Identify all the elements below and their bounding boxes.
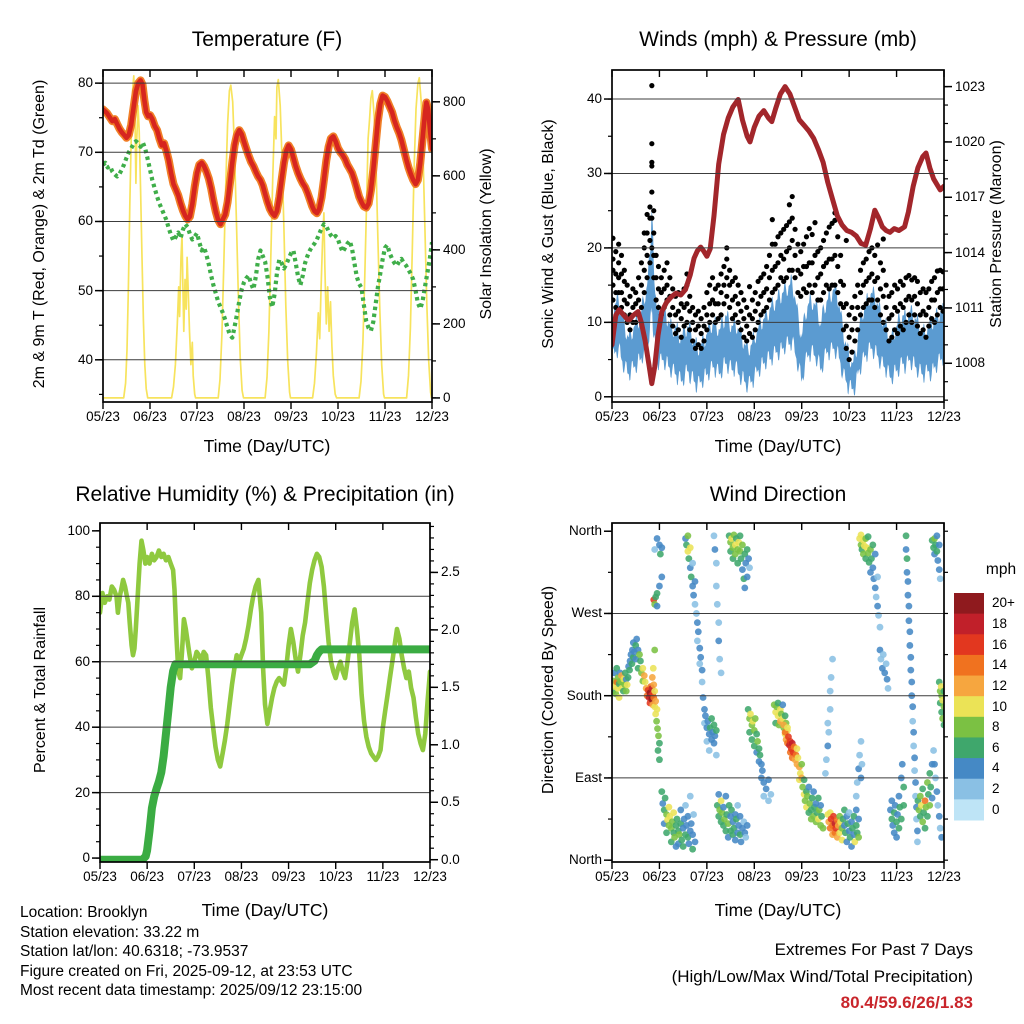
figure-created-line: Figure created on Fri, 2025-09-12, at 23:53 UTC — [20, 962, 353, 980]
y-tick-label: 40 — [77, 351, 93, 367]
x-tick-label: 10/23 — [832, 869, 867, 884]
location-line: Location: Brooklyn — [20, 904, 148, 921]
y-tick-label: West — [571, 605, 602, 621]
legend-speed-label: 16 — [992, 636, 1008, 652]
station-pressure-axis-label: Station Pressure (Maroon) — [988, 140, 1005, 328]
data-timestamp-line: Most recent data timestamp: 2025/09/12 23:15:00 — [20, 982, 363, 1000]
x-tick-label: 05/23 — [595, 409, 629, 424]
x-tick-label: 06/23 — [642, 869, 677, 884]
y-tick-label: North — [568, 523, 602, 539]
x-tick-label: 11/23 — [880, 869, 913, 884]
legend-speed-label: 20+ — [992, 595, 1015, 611]
x-tick-label: 11/23 — [366, 869, 400, 884]
x-tick-label: 08/23 — [737, 869, 772, 884]
x-tick-label: 07/23 — [689, 409, 724, 424]
winds-x-axis-label: Time (Day/UTC) — [714, 436, 842, 456]
legend-speed-label: 14 — [992, 657, 1008, 673]
y-tick-label: 80 — [77, 75, 93, 91]
solar-insolation-axis-label: Solar Insolation (Yellow) — [478, 148, 495, 320]
extremes-subtitle: (High/Low/Max Wind/Total Precipitation) — [671, 966, 973, 986]
x-tick-label: 12/23 — [413, 869, 447, 884]
x-tick-label: 08/23 — [737, 409, 772, 424]
y-tick-label: 0.0 — [441, 851, 460, 867]
y-tick-label: 100 — [67, 522, 90, 538]
y-tick-label: 2.5 — [441, 564, 460, 580]
wind-gust-axis-label: Sonic Wind & Gust (Blue, Black) — [540, 119, 557, 349]
temperature-left-axis-label: 2m & 9m T (Red, Orange) & 2m Td (Green) — [31, 79, 48, 389]
percent-rainfall-axis-label: Percent & Total Rainfall — [32, 607, 49, 774]
x-tick-label: 12/23 — [927, 869, 961, 884]
x-tick-label: 05/23 — [595, 869, 629, 884]
legend-mph-label: mph — [985, 561, 1017, 578]
x-tick-label: 07/23 — [180, 409, 214, 424]
x-tick-label: 07/23 — [689, 869, 724, 884]
legend-speed-label: 12 — [992, 677, 1008, 693]
y-tick-label: 1023 — [955, 78, 986, 94]
y-tick-label: 1008 — [955, 355, 986, 371]
y-tick-label: 0.5 — [441, 794, 460, 810]
extremes-title: Extremes For Past 7 Days — [774, 940, 973, 959]
x-tick-label: 11/23 — [368, 409, 402, 424]
y-tick-label: North — [568, 852, 602, 868]
x-tick-label: 08/23 — [224, 869, 259, 884]
x-tick-label: 09/23 — [784, 409, 819, 424]
x-tick-label: 10/23 — [832, 409, 867, 424]
y-tick-label: 40 — [74, 719, 90, 735]
x-tick-label: 06/23 — [642, 409, 677, 424]
y-tick-label: 2.0 — [441, 621, 460, 637]
y-tick-label: 80 — [74, 588, 90, 604]
x-tick-label: 12/23 — [927, 409, 961, 424]
y-tick-label: 30 — [586, 165, 602, 181]
temperature-x-axis-label: Time (Day/UTC) — [203, 436, 331, 456]
x-tick-label: 07/23 — [177, 869, 212, 884]
x-tick-label: 09/23 — [271, 869, 306, 884]
humidity-x-axis-label: Time (Day/UTC) — [201, 900, 329, 920]
x-tick-label: 06/23 — [133, 409, 167, 424]
y-tick-label: 50 — [77, 282, 93, 298]
x-tick-label: 09/23 — [274, 409, 308, 424]
y-tick-label: 60 — [77, 213, 93, 229]
y-tick-label: 1.5 — [441, 679, 460, 695]
y-tick-label: 1017 — [955, 189, 986, 205]
legend-speed-label: 2 — [992, 781, 1000, 797]
x-tick-label: 11/23 — [880, 409, 913, 424]
y-tick-label: 20 — [586, 239, 602, 255]
temperature-chart-title: Temperature (F) — [191, 28, 343, 51]
y-tick-label: 0 — [594, 388, 602, 404]
y-tick-label: 0 — [82, 850, 90, 866]
y-tick-label: 1014 — [955, 244, 986, 260]
elevation-line: Station elevation: 33.22 m — [20, 923, 200, 941]
y-tick-label: 10 — [586, 314, 602, 330]
x-tick-label: 05/23 — [86, 409, 120, 424]
y-tick-label: 1020 — [955, 133, 986, 149]
legend-speed-label: 6 — [992, 739, 1000, 755]
y-tick-label: 400 — [443, 241, 466, 257]
legend-speed-label: 8 — [992, 719, 1000, 735]
y-tick-label: 70 — [77, 144, 93, 160]
y-tick-label: 600 — [443, 167, 466, 183]
latlon-line: Station lat/lon: 40.6318; -73.9537 — [20, 943, 249, 961]
y-tick-label: 40 — [586, 91, 602, 107]
humidity-precip-chart-title: Relative Humidity (%) & Precipitation (in) — [75, 483, 455, 506]
legend-speed-label: 4 — [992, 760, 1000, 776]
extremes-values: 80.4/59.6/26/1.83 — [840, 993, 973, 1012]
y-tick-label: 60 — [74, 653, 90, 669]
y-tick-label: 0 — [443, 389, 451, 405]
y-tick-label: 1011 — [955, 299, 985, 315]
wind-direction-chart-title: Wind Direction — [709, 483, 847, 506]
station-info-block — [20, 903, 362, 1001]
extremes-block — [672, 937, 973, 1017]
direction-axis-label: Direction (Colored By Speed) — [540, 585, 557, 795]
legend-speed-label: 10 — [992, 698, 1008, 714]
y-tick-label: 1.0 — [441, 736, 460, 752]
y-tick-label: 200 — [443, 315, 466, 331]
legend-speed-label: 0 — [992, 801, 1000, 817]
y-tick-label: 800 — [443, 93, 466, 109]
x-tick-label: 10/23 — [321, 409, 355, 424]
x-tick-label: 05/23 — [83, 869, 117, 884]
y-tick-label: 20 — [74, 784, 90, 800]
x-tick-label: 12/23 — [415, 409, 449, 424]
legend-speed-label: 18 — [992, 615, 1008, 631]
x-tick-label: 09/23 — [784, 869, 819, 884]
x-tick-label: 06/23 — [130, 869, 165, 884]
x-tick-label: 08/23 — [227, 409, 261, 424]
x-tick-label: 10/23 — [318, 869, 353, 884]
y-tick-label: South — [566, 687, 602, 703]
wind-direction-x-axis-label: Time (Day/UTC) — [714, 900, 842, 920]
winds-pressure-chart-title: Winds (mph) & Pressure (mb) — [639, 28, 917, 51]
y-tick-label: East — [574, 769, 602, 785]
